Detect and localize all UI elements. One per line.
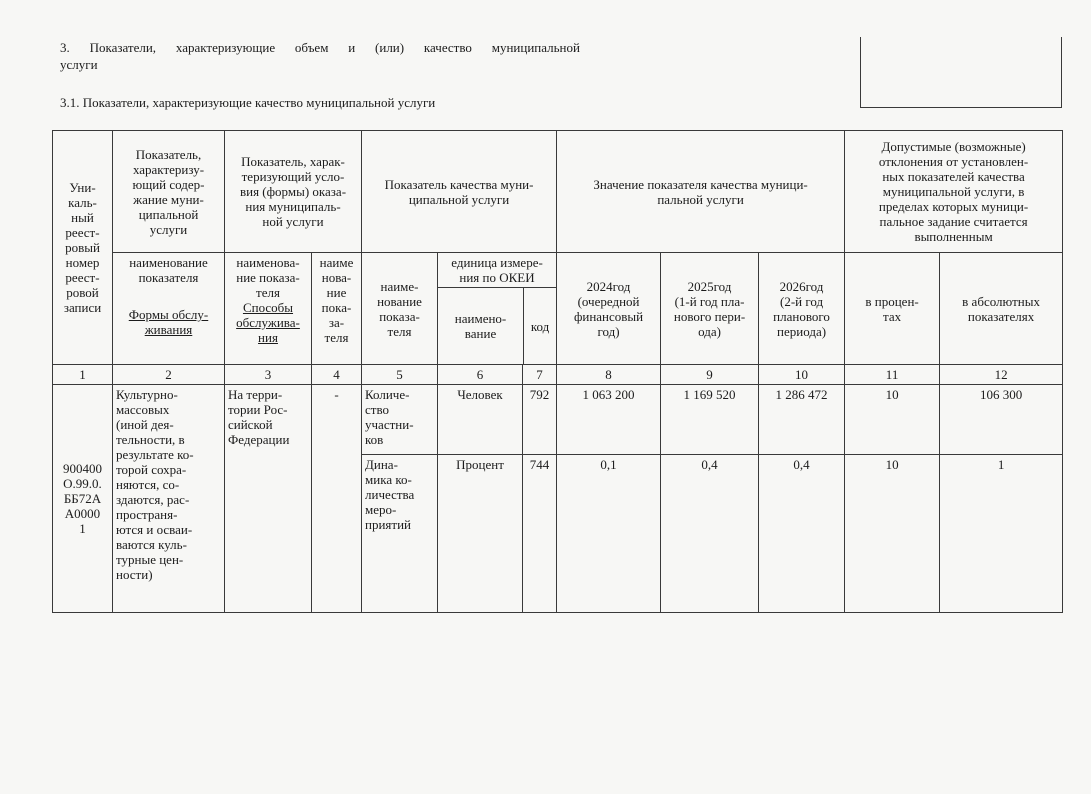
value-2025: 0,4: [661, 455, 759, 613]
header-quality-name: наиме- нование показа- теля: [362, 253, 438, 365]
header-okei-code: код: [530, 318, 550, 334]
value-2024: 1 063 200: [557, 385, 661, 455]
column-number: 1: [53, 365, 113, 385]
okei-code: 792: [523, 385, 557, 455]
header-year-2026: 2026год (2-й год планового периода): [759, 253, 845, 365]
header-content-value: Формы обслу- живания: [128, 307, 209, 337]
conditions-name2: -: [312, 385, 362, 613]
header-content-name: наименование показателя: [129, 255, 208, 285]
header-okei-name: наимено- вание: [438, 288, 524, 364]
corner-box: [860, 37, 1062, 108]
quality-indicator-name: Дина- мика ко- личества меро- приятий: [362, 455, 438, 613]
header-conditions-value: Способы обслужива- ния: [236, 300, 300, 345]
header-content-name-cell: [113, 253, 225, 365]
deviation-percent: 10: [845, 455, 940, 613]
header-row-1: [53, 131, 1063, 253]
heading-word: муниципальной: [491, 40, 580, 55]
deviation-absolute: 1: [940, 455, 1063, 613]
heading-word: Показатели,: [89, 40, 157, 55]
value-2026: 1 286 472: [759, 385, 845, 455]
header-conditions-indicator: Показатель, харак- теризующий усло- вия (формы) оказа- ния муниципаль- ной услуги: [225, 131, 362, 253]
column-number: 3: [225, 365, 312, 385]
heading-word: (или): [375, 40, 405, 55]
column-number: 2: [113, 365, 225, 385]
column-number: 10: [759, 365, 845, 385]
column-number: 8: [557, 365, 661, 385]
heading-word: и: [348, 40, 356, 55]
okei-code: 744: [523, 455, 557, 613]
header-conditions-name: наименова- ние показа- теля: [236, 255, 300, 300]
okei-unit-name: Процент: [438, 455, 523, 613]
table-row: [53, 385, 1063, 455]
deviation-percent: 10: [845, 385, 940, 455]
column-number: 5: [362, 365, 438, 385]
column-number: 7: [523, 365, 557, 385]
content-name: Культурно- массовых (иной дея- тельности, в результате ко- торой сохра- няются, со- здаются, рас- пространя- ются и осваи- ваются куль- турные цен- ности): [113, 385, 225, 613]
header-okei-cell: [438, 253, 557, 365]
value-2024: 0,1: [557, 455, 661, 613]
value-2026: 0,4: [759, 455, 845, 613]
quality-indicators-table: [52, 130, 1063, 613]
header-conditions-name2: наиме нова- ние пока- за- теля: [312, 253, 362, 365]
header-year-2025: 2025год (1-й год пла- нового пери- ода): [661, 253, 759, 365]
conditions-name: На терри- тории Рос- сийской Федерации: [225, 385, 312, 613]
header-quality-value: Значение показателя качества муници- пальной услуги: [557, 131, 845, 253]
header-quality-indicator: Показатель качества муни- ципальной услуги: [362, 131, 557, 253]
okei-unit-name: Человек: [438, 385, 523, 455]
heading-word: характеризующие: [175, 40, 276, 55]
section-3-1-title: 3.1. Показатели, характеризующие качество муниципальной услуги: [60, 95, 436, 110]
section-3-title: [60, 40, 580, 56]
heading-word: 3.: [60, 40, 70, 55]
header-okei-unit: единица измере- ния по ОКЕИ: [438, 253, 556, 288]
section-3-title-continued: услуги: [60, 57, 98, 72]
header-deviations: Допустимые (возможные) отклонения от установлен- ных показателей качества муниципальной услуги, в пределах которых муници- пальное задание считается выполненным: [845, 131, 1063, 253]
heading-word: объем: [294, 40, 329, 55]
header-dev-percent: в процен- тах: [845, 253, 940, 365]
quality-indicator-name: Количе- ство участни- ков: [362, 385, 438, 455]
column-number: 9: [661, 365, 759, 385]
header-content-indicator: Показатель, характеризу- ющий содер- жание муни- ципальной услуги: [113, 131, 225, 253]
header-conditions-name-cell: [225, 253, 312, 365]
registry-number: 900400 О.99.0. ББ72А А0000 1: [53, 385, 113, 613]
header-registry-number: Уни- каль- ный реест- ровый номер реест- ровой записи: [53, 131, 113, 365]
column-number: 11: [845, 365, 940, 385]
column-numbers-row: [53, 365, 1063, 385]
deviation-absolute: 106 300: [940, 385, 1063, 455]
column-number: 4: [312, 365, 362, 385]
header-dev-absolute: в абсолютных показателях: [940, 253, 1063, 365]
header-row-2: [53, 253, 1063, 365]
heading-word: качество: [423, 40, 472, 55]
value-2025: 1 169 520: [661, 385, 759, 455]
column-number: 6: [438, 365, 523, 385]
header-year-2024: 2024год (очередной финансовый год): [557, 253, 661, 365]
column-number: 12: [940, 365, 1063, 385]
